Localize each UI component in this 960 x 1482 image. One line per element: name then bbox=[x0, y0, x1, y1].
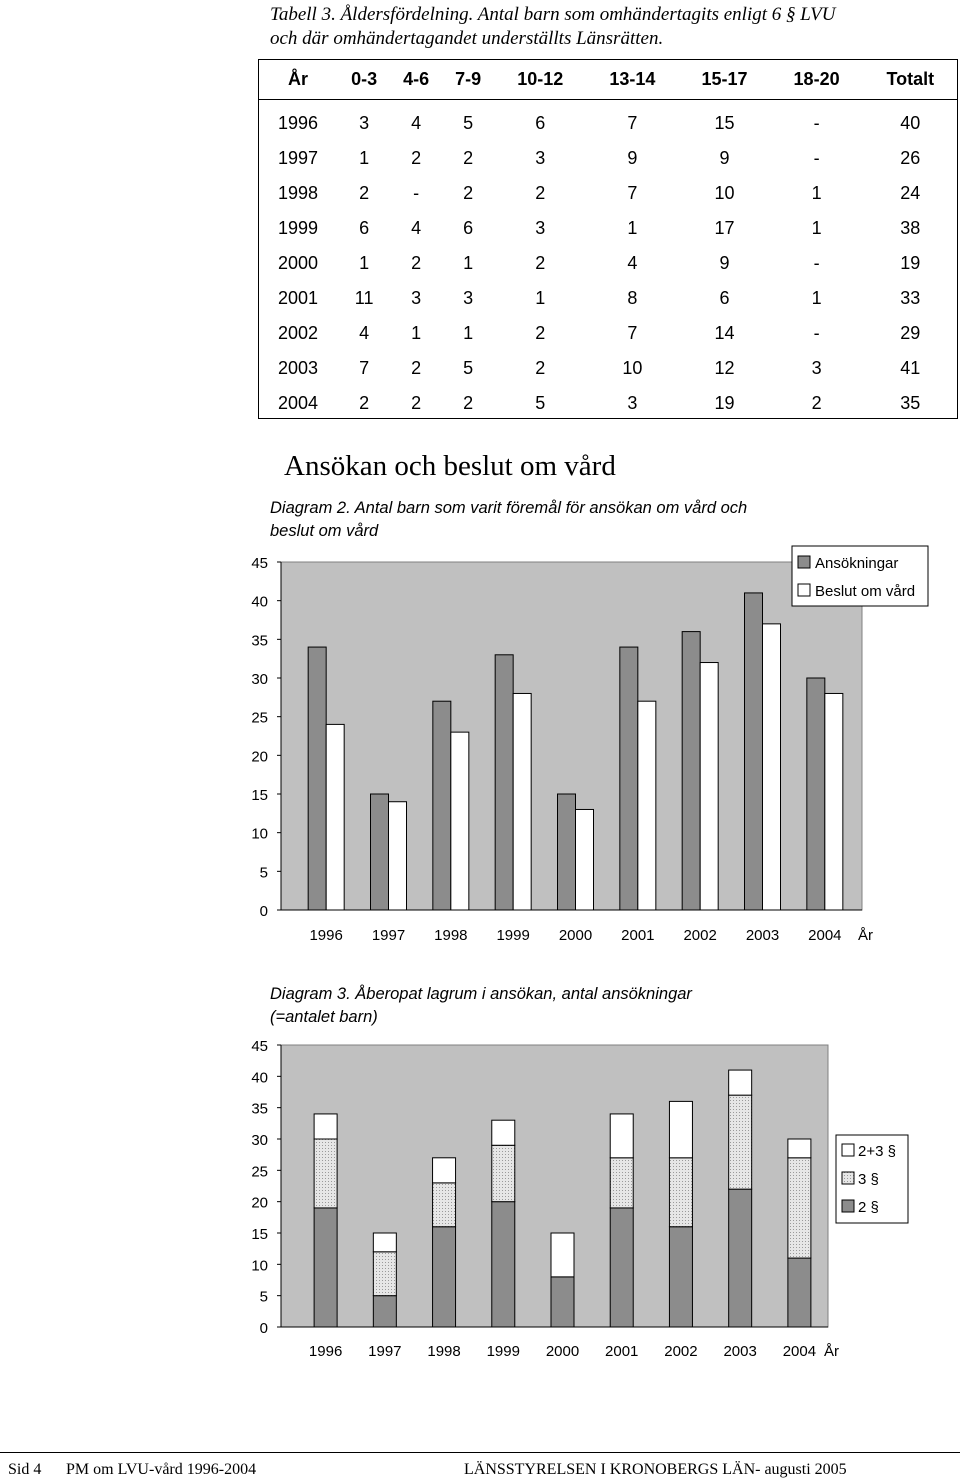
table-cell: 14 bbox=[714, 323, 735, 343]
x-tick-label: 2003 bbox=[723, 1343, 757, 1360]
bar-segment-2 bbox=[669, 1227, 692, 1327]
bar-ansokningar bbox=[807, 678, 825, 910]
y-tick-label: 15 bbox=[251, 787, 268, 804]
footer-organisation: LÄNSSTYRELSEN I KRONOBERGS LÄN- augusti 2005 bbox=[464, 1461, 847, 1478]
section-heading: Ansökan och beslut om vård bbox=[284, 450, 616, 482]
table-cell: 1 bbox=[411, 323, 422, 343]
legend-swatch-ansokningar bbox=[798, 556, 810, 568]
table-caption-line-1: Tabell 3. Åldersfördelning. Antal barn som omhändertagits enligt 6 § LVU bbox=[270, 4, 836, 25]
x-tick-label: 2003 bbox=[745, 927, 780, 944]
table-cell: 2 bbox=[463, 148, 474, 168]
table-cell: 1 bbox=[359, 253, 370, 273]
bar-segment-2plus3 bbox=[729, 1070, 752, 1095]
bar-segment-2plus3 bbox=[669, 1101, 692, 1157]
table-cell: 4 bbox=[359, 323, 370, 343]
table-cell: 6 bbox=[463, 218, 474, 238]
bar-ansokningar bbox=[682, 632, 700, 910]
table-cell: 3 bbox=[359, 113, 370, 133]
table-cell: 8 bbox=[627, 288, 638, 308]
y-tick-label: 40 bbox=[251, 593, 268, 611]
table-caption bbox=[270, 3, 960, 51]
table-header-cell: År bbox=[258, 59, 338, 100]
table-cell: 41 bbox=[900, 358, 921, 378]
table-cell: 12 bbox=[714, 358, 735, 378]
bar-segment-2plus3 bbox=[314, 1114, 337, 1139]
table-cell: 2 bbox=[411, 148, 422, 168]
x-tick-label: 2001 bbox=[605, 1343, 639, 1360]
table-cell: 1 bbox=[627, 218, 638, 238]
diagram2-caption-line-1: Diagram 2. Antal barn som varit föremål för ansökan om vård och bbox=[270, 499, 748, 517]
y-tick-label: 35 bbox=[251, 1100, 268, 1118]
x-tick-label: 2001 bbox=[621, 927, 655, 944]
table-cell: 1 bbox=[811, 288, 822, 308]
bar-segment-2 bbox=[433, 1227, 456, 1327]
x-tick-label: 2000 bbox=[558, 927, 593, 944]
table-cell: 3 bbox=[627, 393, 638, 413]
diagram3-caption-line-2: (=antalet barn) bbox=[270, 1008, 378, 1026]
y-tick-label: 15 bbox=[251, 1226, 268, 1243]
table-header-cell: 18-20 bbox=[771, 59, 863, 100]
y-tick-label: 25 bbox=[251, 1163, 268, 1181]
table-cell: 7 bbox=[627, 323, 638, 343]
table-cell: - bbox=[813, 323, 820, 343]
bar-ansokningar bbox=[495, 655, 513, 910]
table-cell: 19 bbox=[714, 393, 735, 413]
table-cell: 38 bbox=[900, 218, 921, 238]
table-cell: 2004 bbox=[278, 393, 319, 413]
table-cell: 6 bbox=[535, 113, 546, 133]
table-cell: 1996 bbox=[278, 113, 319, 133]
table-header-cell: 7-9 bbox=[442, 59, 494, 100]
table-cell: - bbox=[813, 253, 820, 273]
x-axis-label: År bbox=[824, 1343, 839, 1360]
table-cell: 9 bbox=[719, 253, 730, 273]
table-caption-line-2: och där omhändertagandet underställts Länsrätten. bbox=[270, 28, 664, 49]
y-tick-label: 5 bbox=[259, 864, 268, 882]
bar-beslut bbox=[576, 809, 594, 910]
bar-segment-3 bbox=[433, 1183, 456, 1227]
table-cell: 7 bbox=[627, 113, 638, 133]
bar-beslut bbox=[513, 693, 531, 910]
x-tick-label: 1996 bbox=[309, 927, 343, 944]
legend bbox=[836, 1135, 908, 1223]
x-axis-label: År bbox=[858, 927, 873, 944]
footer-document-title: PM om LVU-vård 1996-2004 bbox=[66, 1461, 257, 1478]
y-tick-label: 0 bbox=[259, 1320, 268, 1337]
table-row bbox=[258, 281, 958, 316]
table-row bbox=[258, 100, 958, 142]
table-cell: 2003 bbox=[278, 358, 319, 378]
table-cell: 2 bbox=[411, 393, 422, 413]
x-tick-label: 2002 bbox=[683, 927, 717, 944]
legend-label: 2 § bbox=[858, 1199, 879, 1216]
y-tick-label: 45 bbox=[251, 1038, 268, 1055]
diagram3-chart bbox=[0, 1030, 960, 1370]
footer-page-number: Sid 4 bbox=[8, 1461, 42, 1478]
bar-segment-2 bbox=[314, 1208, 337, 1327]
bar-beslut bbox=[389, 802, 407, 910]
bar-segment-3 bbox=[373, 1252, 396, 1296]
table-cell: 2 bbox=[411, 358, 422, 378]
y-tick-label: 30 bbox=[251, 1132, 268, 1149]
x-tick-label: 2004 bbox=[808, 927, 842, 944]
table-cell: 7 bbox=[627, 183, 638, 203]
table-cell: 2002 bbox=[278, 323, 319, 343]
table-cell: 17 bbox=[714, 218, 735, 238]
bar-beslut bbox=[326, 724, 344, 910]
bar-ansokningar bbox=[745, 593, 763, 910]
table-cell: 15 bbox=[714, 113, 735, 133]
table-cell: 2 bbox=[463, 393, 474, 413]
bar-segment-2 bbox=[373, 1296, 396, 1327]
x-tick-label: 2000 bbox=[545, 1343, 580, 1360]
table-cell: 1 bbox=[811, 183, 822, 203]
y-tick-label: 5 bbox=[259, 1288, 268, 1306]
age-distribution-table bbox=[258, 59, 958, 421]
diagram3-caption bbox=[270, 983, 870, 1029]
table-header-row bbox=[258, 59, 958, 100]
bar-segment-3 bbox=[669, 1158, 692, 1227]
table-cell: 26 bbox=[900, 148, 921, 168]
table-cell: - bbox=[813, 113, 820, 133]
bar-segment-2 bbox=[729, 1189, 752, 1327]
diagram2-chart bbox=[0, 540, 960, 960]
table-cell: 2 bbox=[463, 183, 474, 203]
table-cell: 4 bbox=[411, 113, 422, 133]
bar-segment-2 bbox=[551, 1277, 574, 1327]
bar-segment-3 bbox=[610, 1158, 633, 1208]
table-cell: 10 bbox=[714, 183, 735, 203]
table-cell: 2 bbox=[535, 253, 546, 273]
legend-swatch-2plus3 bbox=[842, 1144, 854, 1156]
legend-label: Ansökningar bbox=[815, 555, 899, 572]
table-header-cell: 0-3 bbox=[338, 59, 390, 100]
table-cell: 35 bbox=[900, 393, 921, 413]
table-cell: 24 bbox=[900, 183, 921, 203]
bar-beslut bbox=[700, 663, 718, 910]
bar-segment-3 bbox=[492, 1145, 515, 1201]
bar-segment-2plus3 bbox=[433, 1158, 456, 1183]
bar-beslut bbox=[638, 701, 656, 910]
x-tick-label: 1998 bbox=[427, 1343, 461, 1360]
table-cell: 2 bbox=[535, 323, 546, 343]
legend-swatch-3 bbox=[842, 1172, 854, 1184]
table-cell: 2 bbox=[535, 358, 546, 378]
bar-ansokningar bbox=[558, 794, 576, 910]
bar-segment-3 bbox=[788, 1158, 811, 1258]
table-header-cell: 13-14 bbox=[586, 59, 678, 100]
legend bbox=[792, 546, 928, 606]
bar-segment-2plus3 bbox=[551, 1233, 574, 1277]
table-cell: 4 bbox=[627, 253, 638, 273]
bar-segment-2 bbox=[610, 1208, 633, 1327]
bar-segment-2 bbox=[788, 1258, 811, 1327]
table-row bbox=[258, 211, 958, 246]
legend-label: Beslut om vård bbox=[815, 583, 916, 600]
x-tick-label: 2004 bbox=[782, 1343, 817, 1360]
table-cell: 9 bbox=[627, 148, 638, 168]
y-tick-label: 40 bbox=[251, 1069, 268, 1087]
table-cell: - bbox=[813, 148, 820, 168]
x-tick-label: 1998 bbox=[434, 927, 468, 944]
diagram2-caption-line-2: beslut om vård bbox=[270, 522, 379, 540]
table-cell: 5 bbox=[535, 393, 546, 413]
bar-ansokningar bbox=[433, 701, 451, 910]
table-cell: 33 bbox=[900, 288, 921, 308]
table-cell: 3 bbox=[535, 148, 546, 168]
table-cell: 7 bbox=[359, 358, 370, 378]
table-cell: 3 bbox=[463, 288, 474, 308]
table-cell: 2000 bbox=[278, 253, 319, 273]
table-cell: 11 bbox=[354, 288, 374, 308]
table-cell: 29 bbox=[900, 323, 921, 343]
table-cell: 6 bbox=[359, 218, 370, 238]
x-tick-label: 1997 bbox=[368, 1343, 402, 1360]
bar-beslut bbox=[763, 624, 781, 910]
bar-segment-2plus3 bbox=[610, 1114, 633, 1158]
legend-label: 3 § bbox=[858, 1171, 879, 1188]
table-cell: 5 bbox=[463, 113, 474, 133]
table-cell: 3 bbox=[411, 288, 422, 308]
diagram2-caption bbox=[270, 497, 890, 543]
table-cell: 6 bbox=[719, 288, 730, 308]
table-cell: 1 bbox=[535, 288, 546, 308]
y-tick-label: 35 bbox=[251, 632, 268, 650]
table-cell: 1998 bbox=[278, 183, 319, 203]
diagram3-caption-line-1: Diagram 3. Åberopat lagrum i ansökan, antal ansökningar bbox=[270, 985, 692, 1003]
y-tick-label: 25 bbox=[251, 709, 268, 727]
bar-beslut bbox=[451, 732, 469, 910]
table-cell: 1 bbox=[359, 148, 370, 168]
y-tick-label: 10 bbox=[251, 1257, 268, 1275]
footer-rule bbox=[0, 1452, 960, 1453]
bar-segment-2plus3 bbox=[788, 1139, 811, 1158]
table-cell: 3 bbox=[811, 358, 822, 378]
table-header-cell: 10-12 bbox=[494, 59, 586, 100]
table-row bbox=[258, 246, 958, 281]
legend-label: 2+3 § bbox=[858, 1143, 896, 1160]
table-cell: 1 bbox=[463, 323, 474, 343]
legend-swatch-beslut bbox=[798, 584, 810, 596]
table-cell: 10 bbox=[622, 358, 643, 378]
bar-beslut bbox=[825, 693, 843, 910]
table-cell: 2 bbox=[811, 393, 822, 413]
y-tick-label: 20 bbox=[251, 1194, 268, 1212]
bar-ansokningar bbox=[308, 647, 326, 910]
table-cell: 1997 bbox=[278, 148, 319, 168]
table-header-cell: 4-6 bbox=[390, 59, 442, 100]
bar-segment-2 bbox=[492, 1202, 515, 1327]
bar-segment-2plus3 bbox=[492, 1120, 515, 1145]
table-cell: 2 bbox=[359, 393, 370, 413]
table-cell: 2 bbox=[359, 183, 370, 203]
table-cell: 40 bbox=[900, 113, 921, 133]
x-tick-label: 1996 bbox=[308, 1343, 343, 1360]
x-tick-label: 1999 bbox=[486, 1343, 520, 1360]
legend-swatch-2 bbox=[842, 1200, 854, 1212]
table-header-cell: Totalt bbox=[863, 59, 958, 100]
table-header-cell: 15-17 bbox=[678, 59, 770, 100]
table-row bbox=[258, 386, 958, 421]
table-cell: 2 bbox=[411, 253, 422, 273]
y-tick-label: 30 bbox=[251, 671, 268, 688]
bar-ansokningar bbox=[371, 794, 389, 910]
bar-segment-3 bbox=[729, 1095, 752, 1189]
table-row bbox=[258, 141, 958, 176]
table-row bbox=[258, 176, 958, 211]
table-cell: 2 bbox=[535, 183, 546, 203]
table-cell: 4 bbox=[411, 218, 422, 238]
table-cell: 19 bbox=[900, 253, 921, 273]
table-cell: 2001 bbox=[278, 288, 319, 308]
table-cell: - bbox=[413, 183, 420, 203]
table-cell: 9 bbox=[719, 148, 730, 168]
table-row bbox=[258, 351, 958, 386]
table-cell: 1 bbox=[463, 253, 474, 273]
table-row bbox=[258, 316, 958, 351]
table-cell: 5 bbox=[463, 358, 474, 378]
x-tick-label: 2002 bbox=[664, 1343, 698, 1360]
x-tick-label: 1999 bbox=[496, 927, 530, 944]
bar-segment-2plus3 bbox=[373, 1233, 396, 1252]
y-tick-label: 20 bbox=[251, 748, 268, 766]
bar-segment-3 bbox=[314, 1139, 337, 1208]
bar-ansokningar bbox=[620, 647, 638, 910]
table-cell: 3 bbox=[535, 218, 546, 238]
y-tick-label: 10 bbox=[251, 825, 268, 843]
y-tick-label: 45 bbox=[251, 555, 268, 572]
y-tick-label: 0 bbox=[259, 903, 268, 920]
table-cell: 1 bbox=[811, 218, 822, 238]
table-cell: 1999 bbox=[278, 218, 319, 238]
x-tick-label: 1997 bbox=[371, 927, 406, 944]
